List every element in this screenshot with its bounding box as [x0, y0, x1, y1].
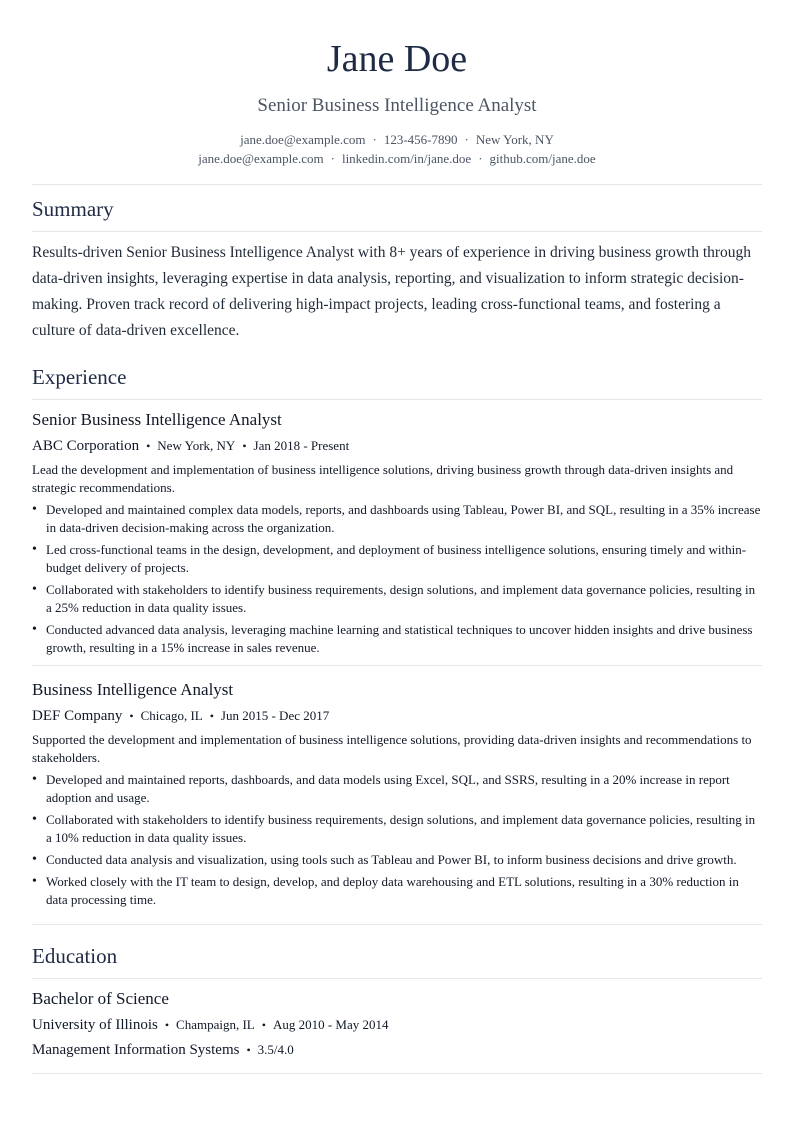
achievement-item: • Developed and maintained complex data models, reports, and dashboards using Tableau, Power BI, and SQL, resulting in a 35% increase in data-driven decision-making across the organization. — [32, 501, 762, 537]
divider — [32, 978, 762, 979]
contact-separator: · — [478, 151, 483, 166]
divider — [32, 665, 762, 666]
contact-line-2 — [0, 149, 794, 168]
school-line — [32, 1014, 762, 1036]
location-text: New York, NY — [475, 132, 554, 147]
candidate-headline: Senior Business Intelligence Analyst — [257, 95, 537, 116]
contact-separator: · — [464, 132, 469, 147]
divider — [32, 399, 762, 400]
meta-bullet: • — [129, 709, 134, 723]
education-entry — [32, 988, 762, 1061]
job-description: Lead the development and implementation of business intelligence solutions, driving business growth through data-driven insights and strategic recommendations. — [32, 462, 734, 495]
contact-separator: · — [330, 151, 335, 166]
company-name: ABC Corporation — [32, 438, 140, 454]
job-achievements — [32, 771, 762, 909]
major-name: Management Information Systems — [32, 1042, 240, 1058]
achievement-item: • Worked closely with the IT team to design, develop, and deploy data warehousing and ETL solutions, resulting in a 30% reduction in data processing time. — [32, 873, 762, 909]
email-link[interactable]: jane.doe@example.com — [240, 132, 366, 147]
job-entry — [32, 409, 762, 657]
achievement-item: • Conducted data analysis and visualization, using tools such as Tableau and Power BI, to inform business decisions and drive growth. — [32, 851, 762, 869]
section-title-summary: Summary — [32, 197, 114, 221]
email-link[interactable]: jane.doe@example.com — [198, 151, 324, 166]
section-title-experience: Experience — [32, 365, 127, 389]
job-entry — [32, 679, 762, 909]
gpa-value: 3.5/4.0 — [257, 1042, 294, 1057]
job-dates: Jun 2015 - Dec 2017 — [220, 708, 330, 723]
company-name: DEF Company — [32, 708, 123, 724]
meta-bullet: • — [164, 1018, 170, 1032]
divider — [32, 231, 762, 232]
contact-separator: · — [372, 132, 377, 147]
meta-bullet: • — [209, 709, 214, 723]
achievement-item: • Led cross-functional teams in the design, development, and deployment of business intelligence solutions, ensuring timely and within-budget delivery of projects. — [32, 541, 762, 577]
phone-number[interactable]: 123-456-7890 — [383, 132, 458, 147]
meta-bullet: • — [261, 1018, 266, 1032]
achievement-item: • Collaborated with stakeholders to identify business requirements, design solutions, and implement data governance policies, resulting in a 25% reduction in data quality issues. — [32, 581, 762, 617]
achievement-item: • Developed and maintained reports, dashboards, and data models using Excel, SQL, and SSRS, resulting in a 20% increase in report adoption and usage. — [32, 771, 762, 807]
job-meta — [32, 705, 762, 727]
divider — [32, 184, 762, 185]
job-achievements — [32, 501, 762, 657]
job-title: Business Intelligence Analyst — [32, 680, 234, 699]
meta-bullet: • — [146, 439, 151, 453]
achievement-item: • Conducted advanced data analysis, leveraging machine learning and statistical techniques to uncover hidden insights and drive business growth, resulting in a 15% increase in sales revenue. — [32, 621, 762, 657]
achievement-item: • Collaborated with stakeholders to identify business requirements, design solutions, and implement data governance policies, resulting in a 10% reduction in data quality issues. — [32, 811, 762, 847]
job-meta — [32, 435, 762, 457]
divider — [32, 1073, 762, 1074]
job-description: Supported the development and implementation of business intelligence solutions, providing data-driven insights and recommendations to stakeholders. — [32, 732, 752, 765]
education-dates: Aug 2010 - May 2014 — [272, 1017, 389, 1032]
divider — [32, 924, 762, 925]
summary-text: Results-driven Senior Business Intelligence Analyst with 8+ years of experience in driving business growth through data-driven insights, leveraging expertise in data analysis, reporting, and visualization to inform strategic decision-making. Proven track record of delivering high-impact projects, leading cross-functional teams, and fostering a culture of data-driven excellence. — [32, 244, 752, 339]
school-name: University of Illinois — [32, 1017, 158, 1033]
meta-bullet: • — [246, 1043, 251, 1057]
job-dates: Jan 2018 - Present — [253, 438, 350, 453]
contact-line-1 — [0, 130, 794, 149]
job-location: Chicago, IL — [140, 708, 203, 723]
linkedin-link[interactable]: linkedin.com/in/jane.doe — [341, 151, 472, 166]
resume-header — [0, 0, 794, 168]
degree-title: Bachelor of Science — [32, 989, 169, 1008]
meta-bullet: • — [242, 439, 247, 453]
github-link[interactable]: github.com/jane.doe — [489, 151, 596, 166]
school-location: Champaign, IL — [176, 1017, 255, 1032]
job-location: New York, NY — [157, 438, 236, 453]
candidate-name: Jane Doe — [326, 38, 468, 80]
section-title-education: Education — [32, 944, 118, 968]
job-title: Senior Business Intelligence Analyst — [32, 410, 282, 429]
major-line — [32, 1039, 762, 1061]
